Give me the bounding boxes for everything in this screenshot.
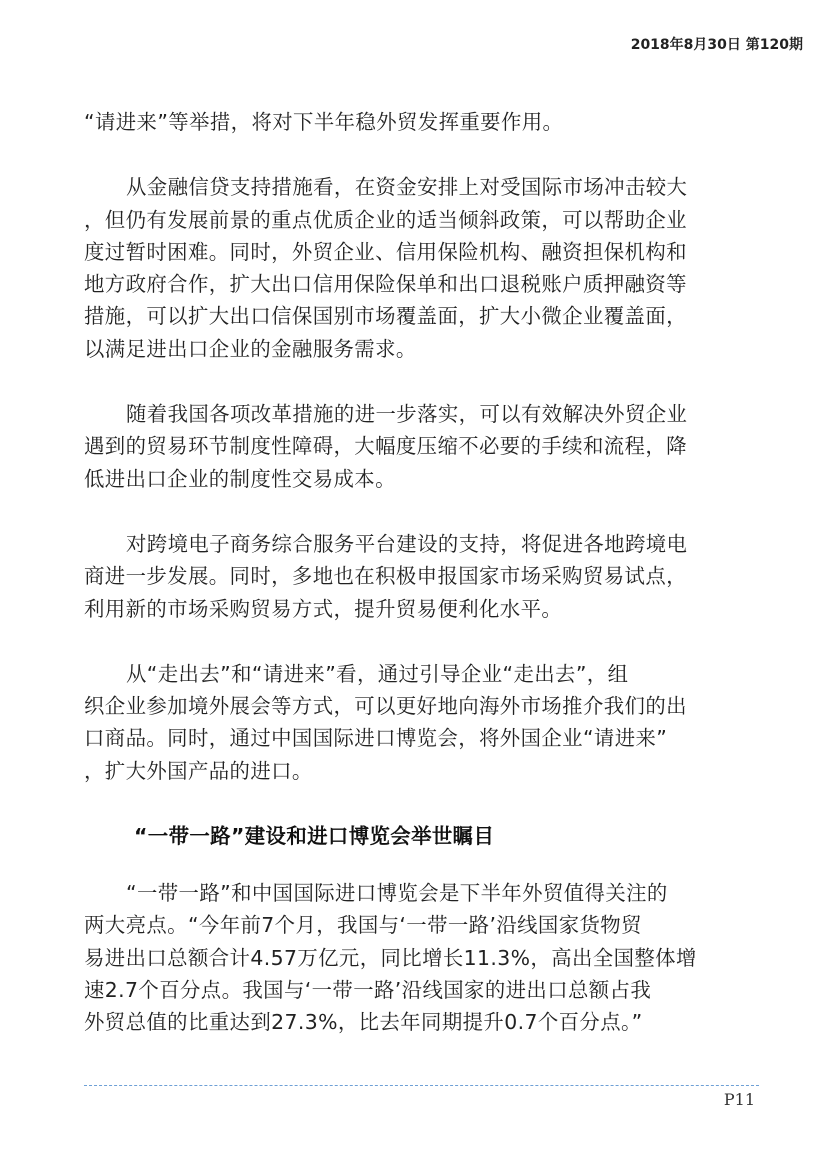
paragraph-belt-and-road bbox=[84, 877, 752, 1038]
text-line: 从金融信贷支持措施看，在资金安排上对受国际市场冲击较大 bbox=[126, 175, 688, 200]
paragraph-cross-border-ecommerce bbox=[84, 528, 752, 625]
text-line: 对跨境电子商务综合服务平台建设的支持，将促进各地跨境电 bbox=[126, 531, 688, 556]
footer-divider bbox=[84, 1085, 759, 1086]
paragraph-continuation bbox=[84, 106, 752, 138]
text-line: 低进出口企业的制度性交易成本。 bbox=[84, 466, 396, 491]
text-line: 外贸总值的比重达到27.3%，比去年同期提升0.7个百分点。” bbox=[84, 1010, 643, 1035]
text-line: ，扩大外国产品的进口。 bbox=[84, 758, 313, 783]
text-line: 随着我国各项改革措施的进一步落实，可以有效解决外贸企业 bbox=[126, 402, 688, 427]
text-line: 口商品。同时，通过中国国际进口博览会，将外国企业“请进来” bbox=[84, 726, 668, 751]
text-line: 利用新的市场采购贸易方式，提升贸易便利化水平。 bbox=[84, 596, 563, 621]
paragraph-go-out-bring-in bbox=[84, 658, 752, 787]
paragraph-financial-support bbox=[84, 171, 752, 365]
text-line: 两大亮点。“今年前7个月，我国与‘一带一路’沿线国家货物贸 bbox=[84, 913, 642, 938]
text-line: 以满足进出口企业的金融服务需求。 bbox=[84, 336, 417, 361]
text-line: 商进一步发展。同时，多地也在积极申报国家市场采购贸易试点， bbox=[84, 564, 687, 589]
text-line: 措施，可以扩大出口信保国别市场覆盖面，扩大小微企业覆盖面， bbox=[84, 304, 687, 329]
page-number: P11 bbox=[723, 1090, 755, 1109]
text-line: 度过暂时困难。同时，外贸企业、信用保险机构、融资担保机构和 bbox=[84, 239, 687, 264]
text-line: 遇到的贸易环节制度性障碍，大幅度压缩不必要的手续和流程，降 bbox=[84, 434, 687, 459]
issue-date-header: 2018年8月30日 第120期 bbox=[630, 37, 803, 53]
text-line: 速2.7个百分点。我国与‘一带一路’沿线国家的进出口总额占我 bbox=[84, 977, 652, 1002]
text-line: 地方政府合作，扩大出口信用保险保单和出口退税账户质押融资等 bbox=[84, 272, 687, 297]
text-line: 从“走出去”和“请进来”看，通过引导企业“走出去”，组 bbox=[126, 661, 629, 686]
paragraph-reform-measures bbox=[84, 398, 752, 495]
text-line: “请进来”等举措，将对下半年稳外贸发挥重要作用。 bbox=[84, 110, 564, 134]
text-line: 易进出口总额合计4.57万亿元，同比增长11.3%，高出全国整体增 bbox=[84, 945, 697, 970]
article-body bbox=[84, 106, 752, 1039]
text-line: ，但仍有发展前景的重点优质企业的适当倾斜政策，可以帮助企业 bbox=[84, 207, 687, 232]
section-heading: “一带一路”建设和进口博览会举世瞩目 bbox=[134, 824, 495, 849]
text-line: 织企业参加境外展会等方式，可以更好地向海外市场推介我们的出 bbox=[84, 694, 687, 719]
text-line: “一带一路”和中国国际进口博览会是下半年外贸值得关注的 bbox=[126, 881, 668, 906]
